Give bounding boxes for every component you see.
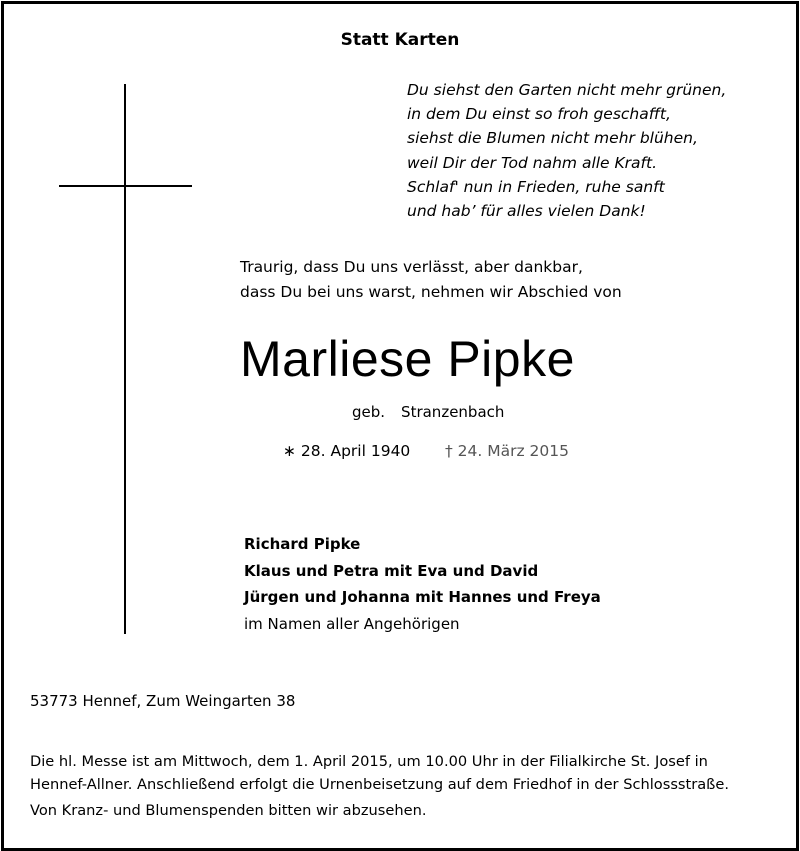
poem-line: in dem Du einst so froh geschafft, [407, 105, 671, 124]
family-closing: im Namen aller Angehörigen [244, 614, 460, 633]
geb-label: geb. [352, 403, 386, 421]
family-member: Klaus und Petra mit Eva und David [244, 561, 539, 580]
intro-line: dass Du bei uns warst, nehmen wir Abschied von [240, 282, 622, 301]
maiden-name-line [352, 403, 504, 421]
poem-line: und hab’ für alles vielen Dank! [407, 202, 646, 221]
intro-line: Traurig, dass Du uns verlässt, aber dankbar, [240, 258, 583, 276]
maiden-name: Stranzenbach [401, 403, 505, 421]
poem-line: Schlaf' nun in Frieden, ruhe sanft [407, 177, 665, 196]
cross-icon-vertical [124, 84, 126, 634]
poem-line: weil Dir der Tod nahm alle Kraft. [407, 153, 658, 172]
address: 53773 Hennef, Zum Weingarten 38 [30, 692, 296, 710]
poem-line: siehst die Blumen nicht mehr blühen, [407, 129, 698, 148]
header-title: Statt Karten [340, 30, 460, 50]
deceased-name: Marliese Pipke [240, 331, 575, 387]
death-date: † 24. März 2015 [445, 442, 570, 460]
poem-line: Du siehst den Garten nicht mehr grünen, [407, 81, 727, 99]
info-line: Die hl. Messe ist am Mittwoch, dem 1. April 2015, um 10.00 Uhr in der Filialkirche St. Josef in [30, 753, 708, 770]
poem [407, 78, 726, 223]
family-signature [244, 531, 601, 637]
family-member: Jürgen und Johanna mit Hannes und Freya [244, 588, 601, 606]
cross-icon-horizontal [59, 185, 192, 187]
info-line: Hennef-Allner. Anschließend erfolgt die Urnenbeisetzung auf dem Friedhof in der Schlossstraße. [30, 776, 729, 793]
family-member: Richard Pipke [244, 535, 361, 553]
birth-date: ∗ 28. April 1940 [283, 442, 411, 460]
intro-text [240, 255, 622, 304]
info-line: Von Kranz- und Blumenspenden bitten wir abzusehen. [30, 802, 427, 819]
service-info [30, 750, 775, 822]
